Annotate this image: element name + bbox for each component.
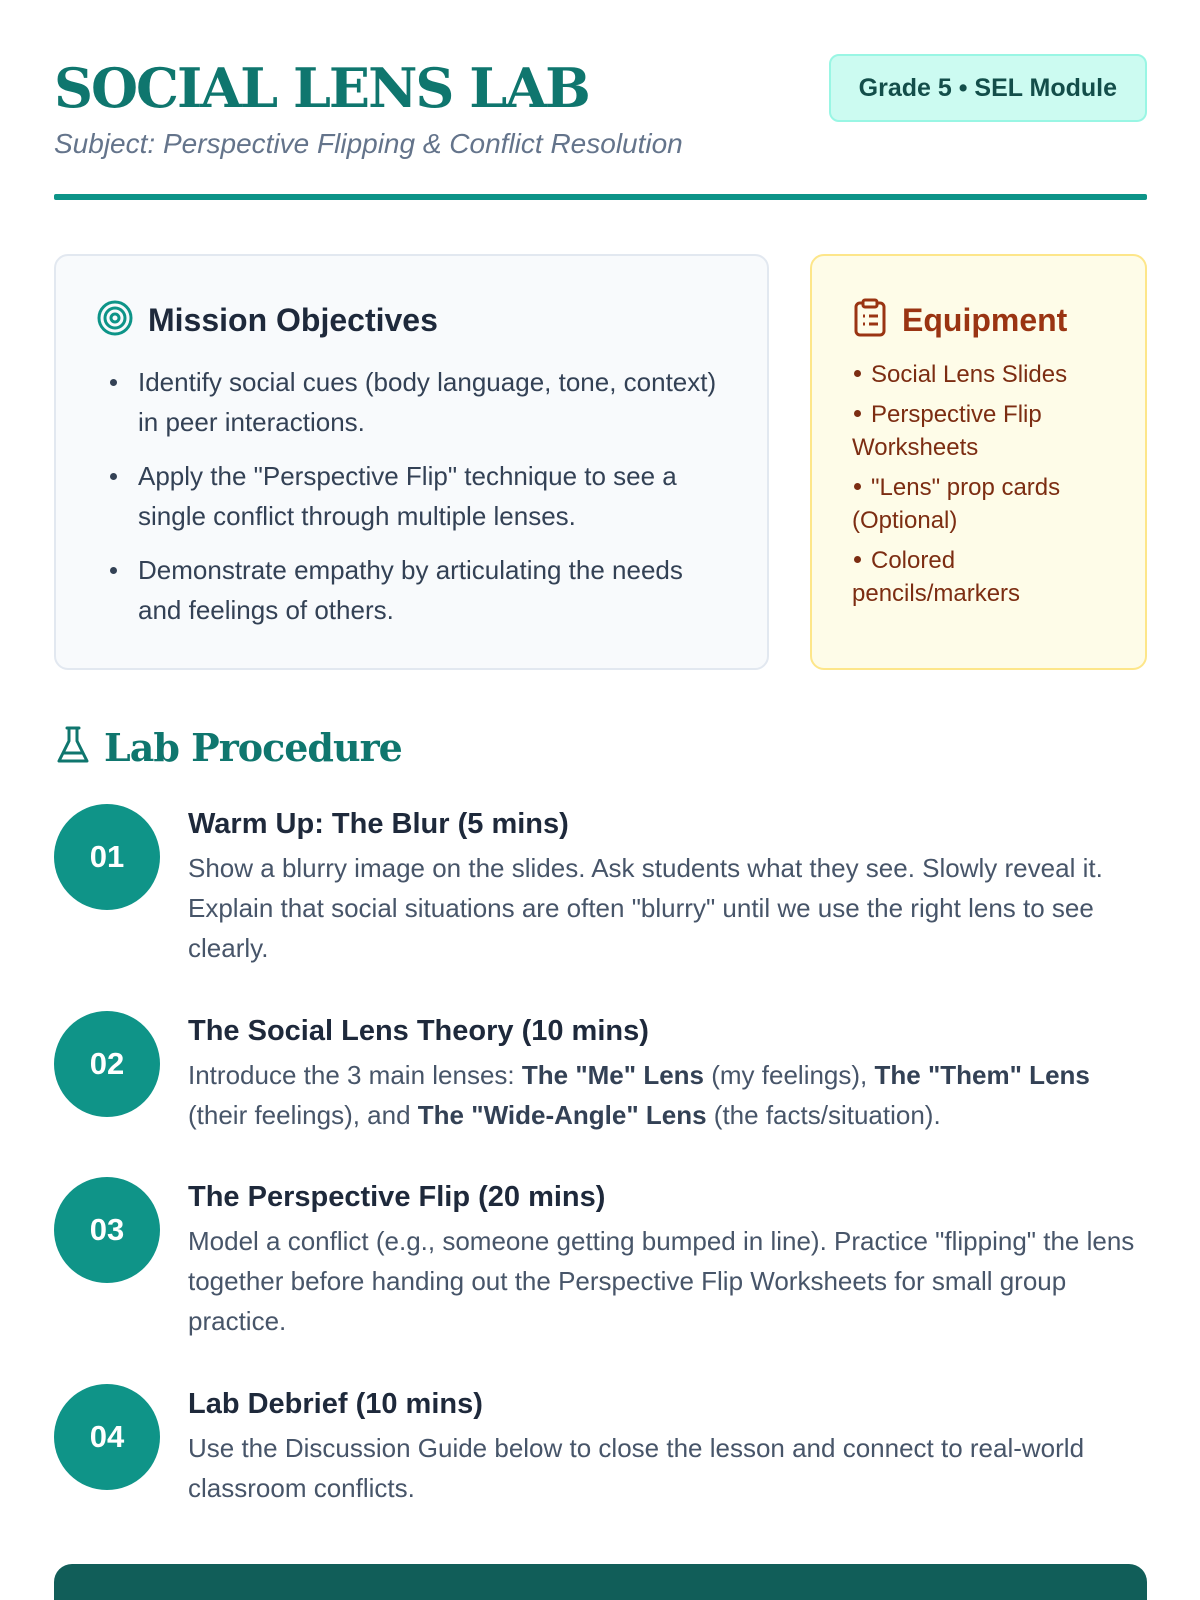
step-title: The Perspective Flip (20 mins) xyxy=(188,1181,606,1213)
step-text: Introduce the 3 main lenses: The "Me" Lens (my feelings), The "Them" Lens (their feelings), and The "Wide-Angle" Lens (the facts/situation). xyxy=(188,1060,1090,1130)
grade-badge: Grade 5 • SEL Module xyxy=(829,54,1147,122)
objectives-list xyxy=(96,362,727,630)
page-title: SOCIAL LENS LAB xyxy=(54,56,589,120)
page-subtitle: Subject: Perspective Flipping & Conflict Resolution xyxy=(54,128,683,159)
step-text: Show a blurry image on the slides. Ask students what they see. Slowly reveal it. Explain that social situations are often "blurry" until we use the right lens to see clearly. xyxy=(188,853,1103,963)
step-text: Model a conflict (e.g., someone getting bumped in line). Practice "flipping" the lens together before handing out the Perspective Flip Worksheets for small group practice. xyxy=(188,1226,1135,1336)
step-number: 04 xyxy=(54,1384,160,1490)
step-number: 03 xyxy=(54,1177,160,1283)
equipment-card xyxy=(810,254,1147,670)
step-number: 02 xyxy=(54,1011,160,1117)
list-item: "Lens" prop cards (Optional) xyxy=(852,474,1061,534)
header-divider xyxy=(54,194,1147,200)
flask-icon xyxy=(56,725,90,770)
step-title: Lab Debrief (10 mins) xyxy=(188,1388,483,1420)
list-item: Identify social cues (body language, tone, context) in peer interactions. xyxy=(96,362,727,442)
step-text: Use the Discussion Guide below to close the lesson and connect to real-world classroom conflicts. xyxy=(188,1433,1085,1503)
list-item: Colored pencils/markers xyxy=(852,547,1021,607)
list-item: Social Lens Slides xyxy=(852,358,1105,391)
discussion-guide-banner xyxy=(54,1564,1147,1600)
procedure-header xyxy=(56,725,402,770)
page-header xyxy=(54,52,1147,164)
list-item: Demonstrate empathy by articulating the needs and feelings of others. xyxy=(96,550,727,630)
target-icon xyxy=(96,299,134,342)
clipboard-icon xyxy=(852,298,888,343)
objectives-heading: Mission Objectives xyxy=(148,301,438,338)
list-item: Apply the "Perspective Flip" technique to see a single conflict through multiple lenses. xyxy=(96,456,727,536)
equipment-list xyxy=(852,358,1105,610)
equipment-heading: Equipment xyxy=(902,301,1068,338)
procedure-heading: Lab Procedure xyxy=(104,725,402,770)
list-item: Perspective Flip Worksheets xyxy=(852,401,1042,461)
objectives-card xyxy=(54,254,769,670)
step-title: The Social Lens Theory (10 mins) xyxy=(188,1015,649,1047)
step-title: Warm Up: The Blur (5 mins) xyxy=(188,808,569,840)
step-number: 01 xyxy=(54,804,160,910)
